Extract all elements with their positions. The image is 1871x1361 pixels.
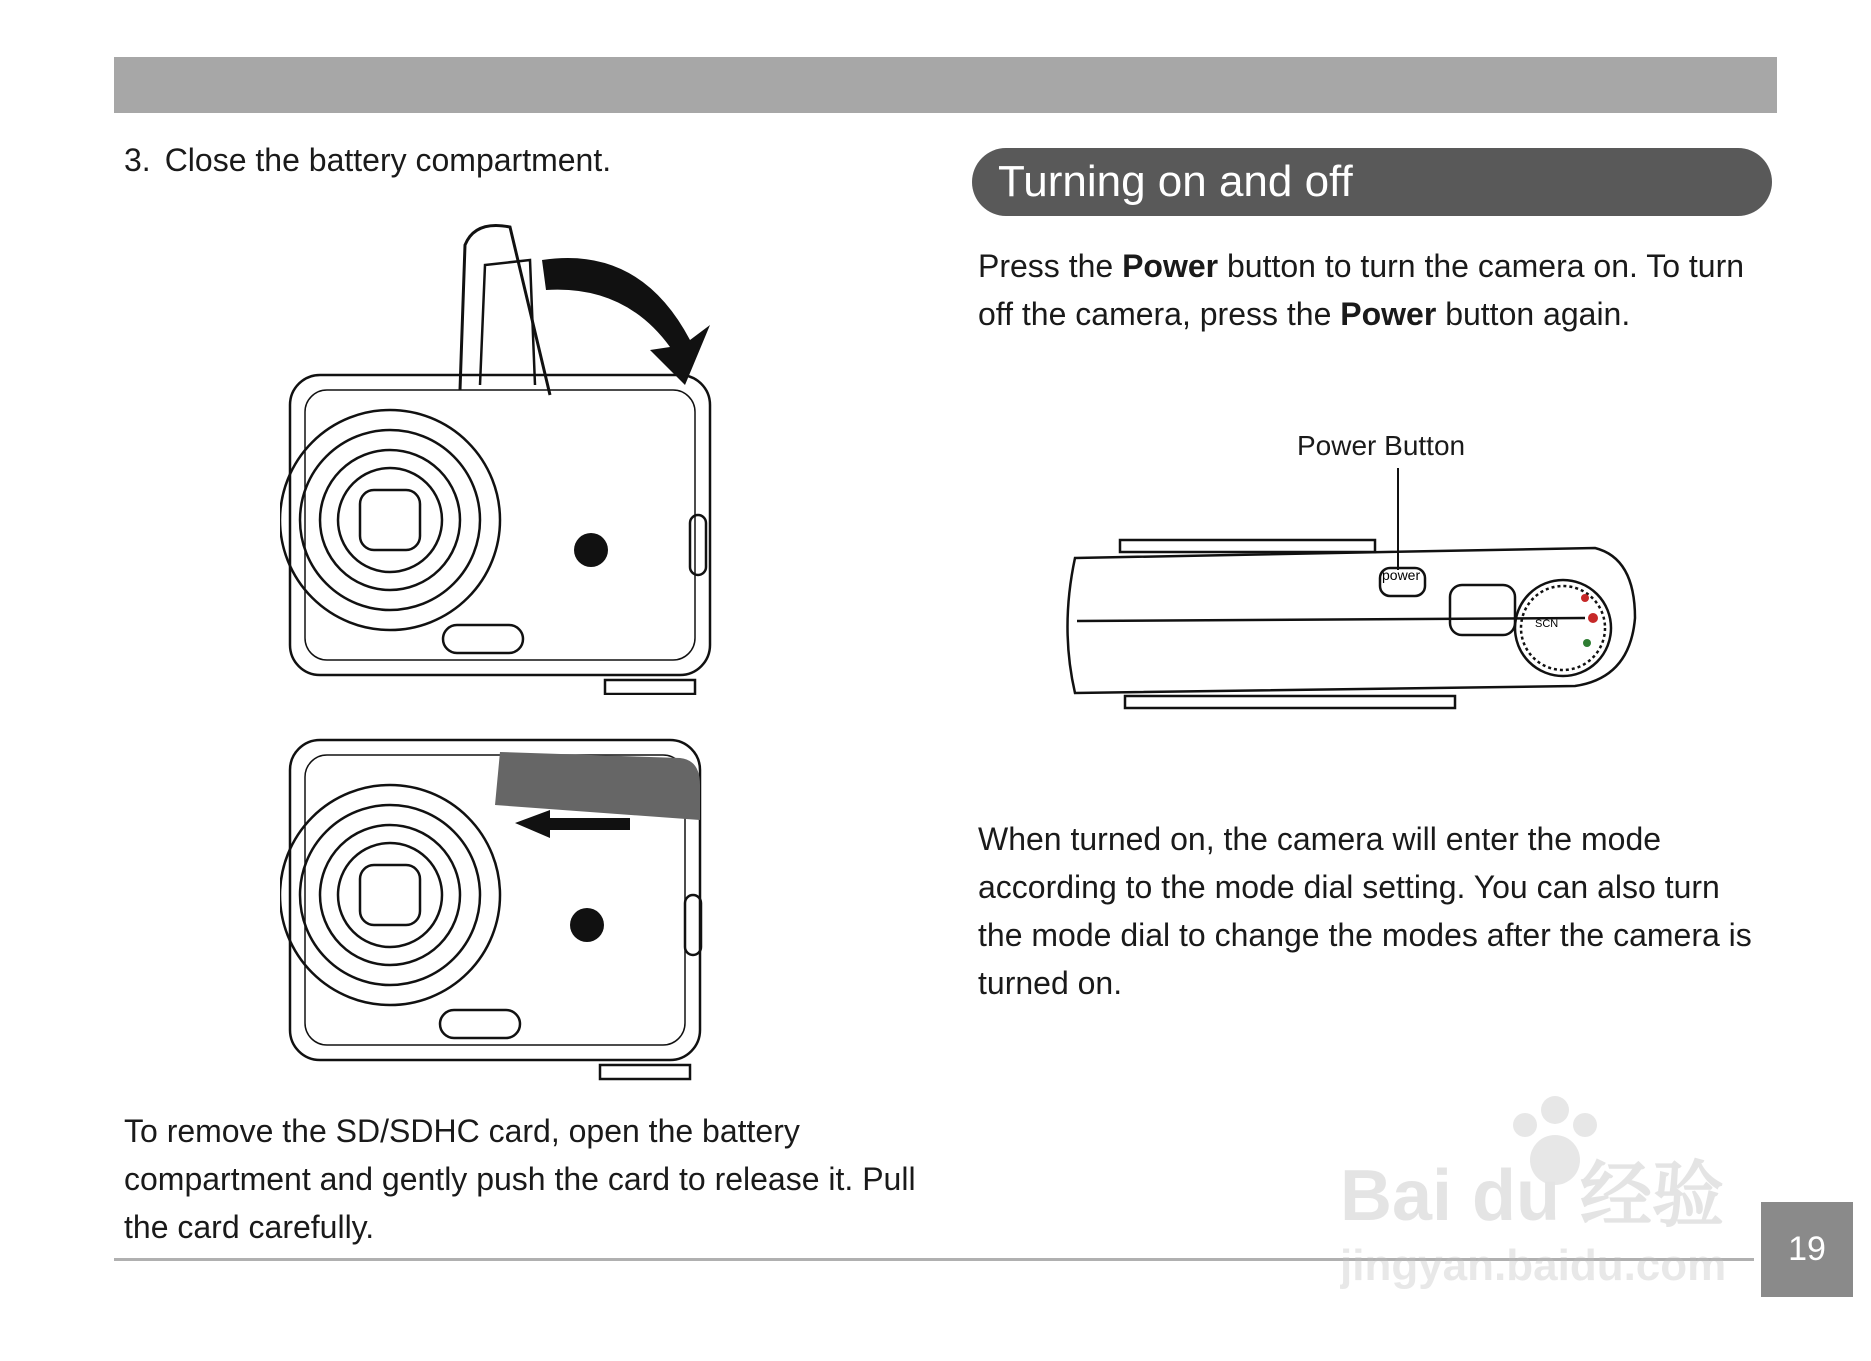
curved-arrow-icon bbox=[542, 258, 710, 385]
power-text-1: Press the bbox=[978, 248, 1123, 284]
power-button-callout: Power Button bbox=[1297, 430, 1466, 461]
step-3 bbox=[124, 142, 611, 179]
camera-open-door-illustration bbox=[280, 215, 730, 695]
dial-scn-label: SCN bbox=[1535, 618, 1559, 630]
watermark-url: jingyan.baidu.com bbox=[1340, 1241, 1727, 1290]
left-arrow-icon bbox=[515, 810, 630, 838]
power-label-on-camera: power bbox=[1382, 567, 1421, 583]
camera-closed-door-illustration bbox=[280, 730, 730, 1090]
step-text: Close the battery compartment. bbox=[164, 142, 612, 178]
power-text-2: button to turn the camera on. To turn off the camera, press the bbox=[978, 248, 1745, 332]
section-title-bar bbox=[972, 148, 1772, 216]
page-number: 19 bbox=[1788, 1230, 1826, 1268]
ge-logo-2 bbox=[570, 908, 604, 942]
mode-dial-paragraph: When turned on, the camera will enter the mode according to the mode dial setting. You can also turn the mode dial to change the modes after the camera is turned on. bbox=[978, 821, 1752, 1001]
closed-battery-door bbox=[495, 752, 700, 820]
ge-logo bbox=[574, 533, 608, 567]
mode-icon-red bbox=[1588, 613, 1598, 623]
section-title: Turning on and off bbox=[998, 157, 1353, 206]
power-instructions bbox=[978, 242, 1758, 338]
header-bar bbox=[114, 57, 1777, 113]
baidu-watermark bbox=[1340, 1090, 1770, 1300]
mode-icon-green bbox=[1583, 639, 1591, 647]
power-bold-1: Power bbox=[1122, 248, 1219, 284]
page-number-box bbox=[1761, 1202, 1853, 1297]
sd-card-paragraph: To remove the SD/SDHC card, open the battery compartment and gently push the card to release it. Pull the card carefully. bbox=[124, 1113, 916, 1245]
mode-icon-red-2 bbox=[1581, 594, 1589, 602]
power-bold-2: Power bbox=[1340, 296, 1437, 332]
watermark-brand: Bai du 经验 bbox=[1340, 1156, 1725, 1236]
step-number: 3. bbox=[124, 142, 151, 178]
power-text-3: button again. bbox=[1436, 296, 1631, 332]
camera-top-view-illustration bbox=[1055, 468, 1645, 718]
